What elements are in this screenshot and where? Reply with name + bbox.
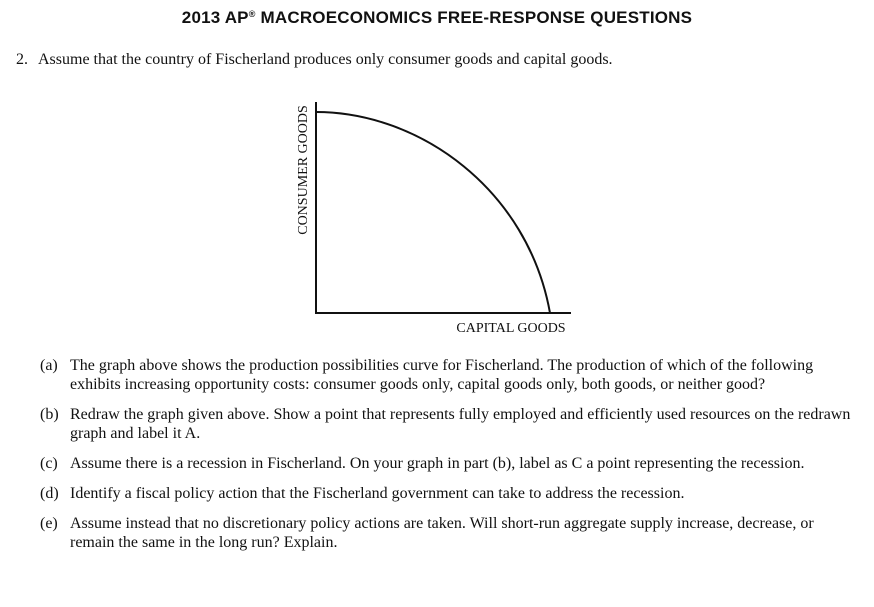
part-text: Identify a fiscal policy action that the Fischerland government can take to address the recession. [70,485,685,502]
y-axis-label: CONSUMER GOODS [296,105,312,235]
part-label: (a) [40,357,58,374]
part-c [40,454,860,473]
part-text: Assume there is a recession in Fischerland. On your graph in part (b), label as C a point representing the recession. [70,455,805,472]
part-label: (e) [40,515,58,532]
question-parts [40,356,860,563]
part-text: Redraw the graph given above. Show a point that represents fully employed and efficiently used resources on the redrawn graph and label it A. [70,406,851,442]
header-title-suffix: MACROECONOMICS FREE-RESPONSE QUESTIONS [255,8,693,27]
part-a [40,356,860,394]
registered-mark: ® [248,9,256,19]
question-number: 2. [16,51,28,68]
part-d [40,484,860,503]
part-text: The graph above shows the production possibilities curve for Fischerland. The production of which of the following exhibits increasing opportunity costs: consumer goods only, capital goods only, both goods, or neither good? [70,357,814,393]
part-b [40,405,860,443]
header-title-prefix: 2013 AP [181,8,249,27]
part-label: (b) [40,406,59,423]
part-text: Assume instead that no discretionary policy actions are taken. Will short-run aggregate supply increase, decrease, or remain the same in the long run? Explain. [70,515,814,551]
ppc-curve [316,112,550,313]
part-e [40,514,860,552]
x-axis-label: CAPITAL GOODS [456,321,566,336]
question-intro-text: Assume that the country of Fischerland produces only consumer goods and capital goods. [38,51,613,68]
part-label: (c) [40,455,58,472]
part-label: (d) [40,485,59,502]
